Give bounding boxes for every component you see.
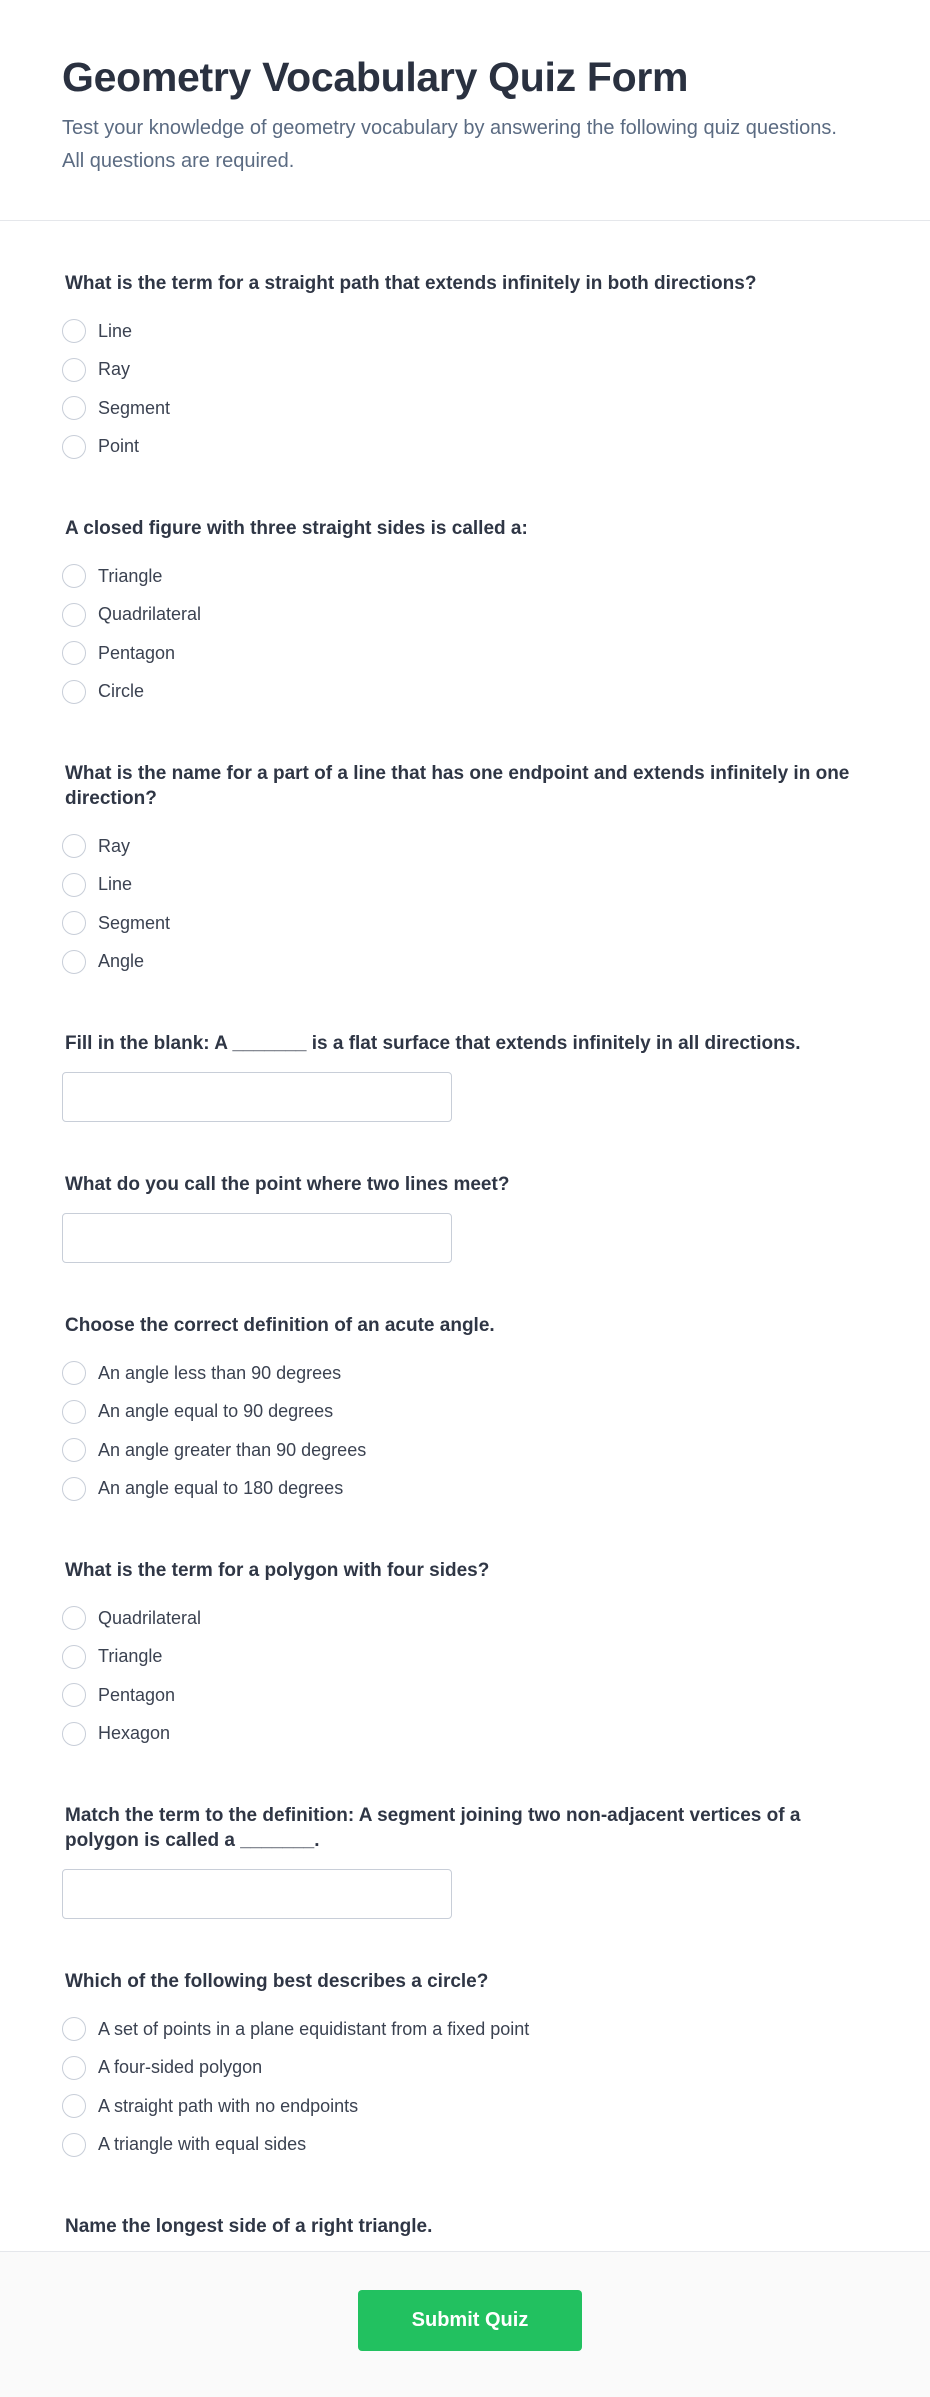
radio-button[interactable] — [62, 1722, 86, 1746]
question-block — [62, 1558, 868, 1753]
radio-option[interactable] — [62, 428, 868, 467]
radio-option[interactable] — [62, 1599, 868, 1638]
radio-option[interactable] — [62, 1393, 868, 1432]
radio-button[interactable] — [62, 1683, 86, 1707]
radio-option-label: Pentagon — [98, 1684, 176, 1705]
radio-option[interactable] — [62, 827, 868, 866]
radio-option[interactable] — [62, 2010, 868, 2049]
radio-option[interactable] — [62, 596, 868, 635]
radio-option[interactable] — [62, 1715, 868, 1754]
radio-option[interactable] — [62, 2087, 868, 2126]
answer-input[interactable] — [62, 1869, 452, 1919]
radio-button[interactable] — [62, 396, 86, 420]
radio-option-label: Triangle — [98, 1646, 163, 1667]
radio-option-label: A set of points in a plane equidistant from a fixed point — [98, 2018, 530, 2039]
radio-option[interactable] — [62, 1676, 868, 1715]
radio-option-label: A four-sided polygon — [98, 2057, 263, 2078]
radio-option-label: Ray — [98, 359, 131, 380]
radio-button[interactable] — [62, 1438, 86, 1462]
radio-option-label: Quadrilateral — [98, 1607, 202, 1628]
radio-button[interactable] — [62, 950, 86, 974]
radio-option[interactable] — [62, 1431, 868, 1470]
radio-button[interactable] — [62, 2133, 86, 2157]
radio-button[interactable] — [62, 1645, 86, 1669]
radio-button[interactable] — [62, 319, 86, 343]
radio-option-label: Hexagon — [98, 1723, 171, 1744]
radio-button[interactable] — [62, 911, 86, 935]
radio-option[interactable] — [62, 1470, 868, 1509]
question-block — [62, 761, 868, 981]
page-subtitle: Test your knowledge of geometry vocabulary by answering the following quiz questions. All questions are required. — [62, 117, 837, 172]
radio-option-label: Circle — [98, 681, 145, 702]
question-label: What is the name for a part of a line that has one endpoint and extends infinitely in one direction? — [65, 763, 850, 809]
radio-option[interactable] — [62, 2126, 868, 2165]
radio-option-label: Quadrilateral — [98, 604, 202, 625]
radio-option-label: A straight path with no endpoints — [98, 2095, 359, 2116]
radio-option[interactable] — [62, 1638, 868, 1677]
question-block — [62, 1313, 868, 1508]
radio-option-label: Line — [98, 874, 133, 895]
radio-option-label: Ray — [98, 835, 131, 856]
radio-option[interactable] — [62, 557, 868, 596]
question-label: Choose the correct definition of an acute angle. — [65, 1315, 495, 1336]
radio-option-label: Segment — [98, 912, 171, 933]
radio-option-label: Angle — [98, 951, 145, 972]
radio-button[interactable] — [62, 435, 86, 459]
radio-button[interactable] — [62, 834, 86, 858]
radio-option[interactable] — [62, 673, 868, 712]
radio-button[interactable] — [62, 2094, 86, 2118]
form-header — [0, 0, 930, 221]
question-block — [62, 1031, 868, 1122]
submit-quiz-button[interactable]: Submit Quiz — [358, 2290, 582, 2351]
question-label: What is the term for a straight path that extends infinitely in both directions? — [65, 273, 757, 294]
question-label: Name the longest side of a right triangle. — [65, 2216, 433, 2237]
radio-option-label: Segment — [98, 397, 171, 418]
radio-option[interactable] — [62, 389, 868, 428]
radio-option[interactable] — [62, 866, 868, 905]
question-label: What is the term for a polygon with four sides? — [65, 1560, 490, 1581]
question-label: Fill in the blank: A _______ is a flat surface that extends infinitely in all directions. — [65, 1033, 801, 1054]
page-title: Geometry Vocabulary Quiz Form — [62, 54, 689, 100]
question-block — [62, 1969, 868, 2164]
radio-button[interactable] — [62, 641, 86, 665]
radio-option[interactable] — [62, 2049, 868, 2088]
radio-option[interactable] — [62, 904, 868, 943]
question-label: Which of the following best describes a circle? — [65, 1971, 489, 1992]
radio-button[interactable] — [62, 1477, 86, 1501]
form-footer — [0, 2251, 930, 2397]
radio-button[interactable] — [62, 2017, 86, 2041]
radio-option-label: Triangle — [98, 565, 163, 586]
radio-option-label: An angle equal to 90 degrees — [98, 1401, 334, 1422]
radio-button[interactable] — [62, 2056, 86, 2080]
radio-button[interactable] — [62, 1400, 86, 1424]
radio-option[interactable] — [62, 1354, 868, 1393]
question-label: What do you call the point where two lines meet? — [65, 1174, 510, 1195]
radio-option[interactable] — [62, 312, 868, 351]
radio-option-label: An angle less than 90 degrees — [98, 1362, 342, 1383]
answer-input[interactable] — [62, 1213, 452, 1263]
radio-option-label: Pentagon — [98, 642, 176, 663]
radio-option[interactable] — [62, 634, 868, 673]
radio-button[interactable] — [62, 680, 86, 704]
radio-option-label: A triangle with equal sides — [98, 2134, 307, 2155]
radio-option[interactable] — [62, 943, 868, 982]
radio-option-label: Line — [98, 320, 133, 341]
radio-button[interactable] — [62, 1361, 86, 1385]
question-block — [62, 271, 868, 466]
radio-button[interactable] — [62, 873, 86, 897]
radio-button[interactable] — [62, 1606, 86, 1630]
radio-button[interactable] — [62, 603, 86, 627]
question-label: Match the term to the definition: A segment joining two non-adjacent vertices of a polygon is called a _______. — [65, 1805, 801, 1851]
question-list — [0, 221, 930, 2305]
radio-button[interactable] — [62, 564, 86, 588]
radio-option-label: An angle equal to 180 degrees — [98, 1478, 344, 1499]
radio-option-label: An angle greater than 90 degrees — [98, 1439, 367, 1460]
question-block — [62, 1803, 868, 1919]
question-block — [62, 516, 868, 711]
radio-option[interactable] — [62, 351, 868, 390]
radio-button[interactable] — [62, 358, 86, 382]
answer-input[interactable] — [62, 1072, 452, 1122]
question-block — [62, 1172, 868, 1263]
radio-option-label: Point — [98, 436, 140, 457]
question-label: A closed figure with three straight sides is called a: — [65, 518, 528, 539]
